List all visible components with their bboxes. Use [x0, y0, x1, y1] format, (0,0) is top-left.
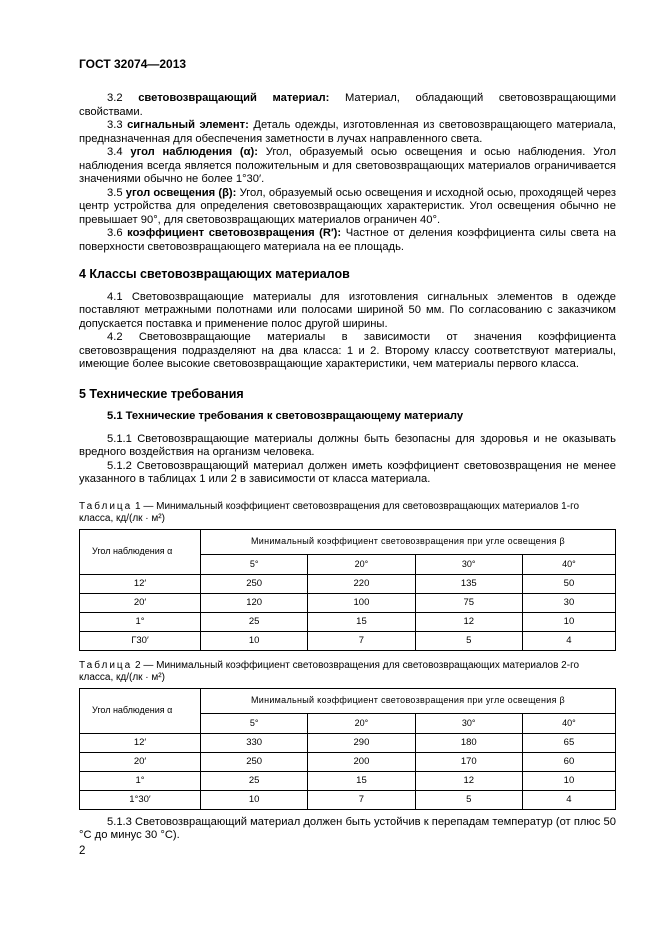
angle-header: 5° — [201, 714, 308, 733]
table-caption-text: 2 — Минимальный коэффициент световозвращения для световозвращающих материалов 2-го класса, кд/(лк · м²) — [79, 659, 580, 683]
value-cell: 4 — [522, 631, 615, 650]
angle-header: 20° — [308, 714, 415, 733]
value-cell: 12 — [415, 771, 522, 790]
value-cell: 170 — [415, 752, 522, 771]
value-cell: 330 — [201, 733, 308, 752]
subsection-5-1-heading: 5.1 Технические требования к световозвращающему материалу — [107, 410, 464, 422]
value-cell: 7 — [308, 631, 415, 650]
document-body — [79, 92, 616, 843]
page-number: 2 — [79, 845, 86, 857]
definition-term: коэффициент световозвращения (R′): — [127, 227, 342, 239]
table-row — [80, 631, 616, 650]
value-cell: 65 — [522, 733, 615, 752]
section-5-heading: 5 Технические требования — [79, 386, 244, 401]
table-row — [80, 752, 616, 771]
table-1-caption — [79, 501, 616, 525]
paragraph-4-2: 4.2 Световозвращающие материалы в зависимости от значения коэффициента световозвращения подразделяют на два класса: 1 и 2. Второму классу соответствуют материалы, имеющие более высокие световозвращающие характеристики, чем материалы первого класса. — [79, 331, 616, 370]
observation-angle-cell: 1°30′ — [80, 790, 201, 809]
table-row — [80, 790, 616, 809]
table-row — [80, 771, 616, 790]
angle-header: 5° — [201, 555, 308, 574]
value-cell: 25 — [201, 612, 308, 631]
angle-header: 40° — [522, 714, 615, 733]
value-cell: 75 — [415, 593, 522, 612]
observation-angle-cell: Г30′ — [80, 631, 201, 650]
definition-3-6 — [79, 227, 616, 254]
definition-term: угол освещения (β): — [125, 186, 237, 199]
value-cell: 15 — [308, 771, 415, 790]
paragraph-5-1-1: 5.1.1 Световозвращающие материалы должны быть безопасны для здоровья и не оказывать вредного воздействия на организм человека. — [79, 432, 616, 458]
value-cell: 7 — [308, 790, 415, 809]
definition-number: 3.4 — [107, 146, 123, 158]
angle-header: 30° — [415, 555, 522, 574]
value-cell: 100 — [308, 593, 415, 612]
value-cell: 250 — [201, 574, 308, 593]
observation-angle-header: Угол наблюдения α — [80, 688, 201, 733]
value-cell: 180 — [415, 733, 522, 752]
value-cell: 10 — [201, 631, 308, 650]
observation-angle-cell: 20′ — [80, 593, 201, 612]
table-row — [80, 593, 616, 612]
value-cell: 4 — [522, 790, 615, 809]
definition-number: 3.2 — [107, 92, 123, 104]
table-1 — [79, 529, 616, 651]
definition-3-3 — [79, 119, 616, 146]
value-cell: 10 — [522, 771, 615, 790]
value-cell: 220 — [308, 574, 415, 593]
angle-header: 30° — [415, 714, 522, 733]
paragraph-5-1-3: 5.1.3 Световозвращающий материал должен быть устойчив к перепадам температур (от плюс 50 °С до минус 30 °С). — [79, 815, 616, 841]
angle-header: 40° — [522, 555, 615, 574]
definition-number: 3.3 — [107, 119, 123, 131]
observation-angle-cell: 20′ — [80, 752, 201, 771]
definition-text: Угол, образуемый осью освещения и исходной осью, проходящей через центр устройства для определения световозвращающих характеристик. Угол освещения обычно не превышает 90°, для световозвращающих материалов ограничен 40°. — [79, 186, 616, 226]
value-cell: 120 — [201, 593, 308, 612]
definition-3-2 — [79, 92, 616, 119]
angle-header: 20° — [308, 555, 415, 574]
table-label: Таблица — [79, 659, 133, 671]
value-cell: 5 — [415, 790, 522, 809]
value-cell: 5 — [415, 631, 522, 650]
observation-angle-cell: 12′ — [80, 574, 201, 593]
value-cell: 30 — [522, 593, 615, 612]
value-cell: 250 — [201, 752, 308, 771]
definition-3-4 — [79, 146, 616, 187]
table-row — [80, 612, 616, 631]
definition-term: световозвращающий материал: — [138, 92, 330, 104]
value-cell: 200 — [308, 752, 415, 771]
value-cell: 50 — [522, 574, 615, 593]
table-header-row — [80, 688, 616, 714]
definition-term: угол наблюдения (α): — [130, 146, 258, 158]
standard-code-header: ГОСТ 32074—2013 — [79, 57, 187, 71]
table-row — [80, 574, 616, 593]
observation-angle-cell: 1° — [80, 612, 201, 631]
value-cell: 10 — [522, 612, 615, 631]
table-2-caption — [79, 660, 616, 684]
observation-angle-header: Угол наблюдения α — [80, 529, 201, 574]
table-label: Таблица — [79, 500, 133, 512]
definition-3-5 — [79, 187, 616, 228]
paragraph-5-1-2: 5.1.2 Световозвращающий материал должен иметь коэффициент световозвращения не менее указанного в таблицах 1 или 2 в зависимости от класса материала. — [79, 459, 616, 485]
table-2 — [79, 688, 616, 810]
definition-number: 3.5 — [107, 186, 123, 199]
observation-angle-cell: 12′ — [80, 733, 201, 752]
definition-text: Частное от деления коэффициента силы света на поверхности световозвращающего материала на ее площадь. — [79, 227, 616, 253]
value-cell: 60 — [522, 752, 615, 771]
definition-text: Материал, обладающий световозвращающими свойствами. — [79, 92, 617, 118]
table-caption-text: 1 — Минимальный коэффициент световозвращения для световозвращающих материалов 1-го класса, кд/(лк · м²) — [79, 500, 580, 524]
definition-text: Деталь одежды, изготовленная из световозвращающего материала, предназначенная для обеспечения заметности в лучах направленного света. — [79, 119, 616, 145]
paragraph-4-1: 4.1 Световозвращающие материалы для изготовления сигнальных элементов в одежде поставляют метражными полотнами или полосами шириной 50 мм. По согласованию с заказчиком допускается поставка и применение полос другой ширины. — [79, 290, 616, 330]
observation-angle-cell: 1° — [80, 771, 201, 790]
table-row — [80, 733, 616, 752]
value-cell: 15 — [308, 612, 415, 631]
section-4-heading: 4 Классы световозвращающих материалов — [79, 267, 350, 281]
value-cell: 12 — [415, 612, 522, 631]
coefficient-group-header: Минимальный коэффициент световозвращения при угле освещения β — [201, 688, 616, 714]
coefficient-group-header: Минимальный коэффициент световозвращения при угле освещения β — [201, 529, 616, 555]
value-cell: 290 — [308, 733, 415, 752]
table-header-row — [80, 529, 616, 555]
definition-term: сигнальный элемент: — [127, 119, 249, 131]
value-cell: 25 — [201, 771, 308, 790]
value-cell: 135 — [415, 574, 522, 593]
definition-number: 3.6 — [107, 227, 123, 239]
value-cell: 10 — [201, 790, 308, 809]
definition-text: Угол, образуемый осью освещения и осью наблюдения. Угол наблюдения всегда является положительным и для световозвращающих материалов ограничивается значениями обычно не более 1°30′. — [79, 146, 617, 185]
